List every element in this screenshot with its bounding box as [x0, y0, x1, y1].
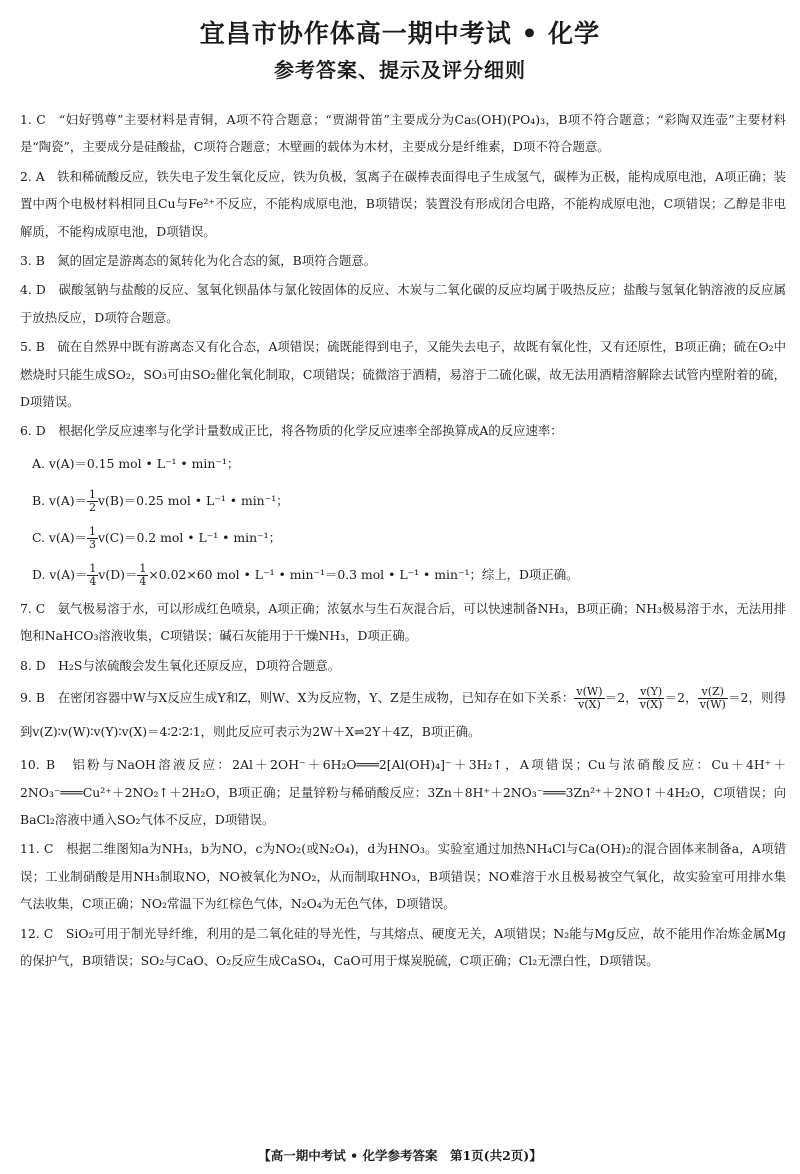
fraction-denominator: 3	[88, 537, 96, 551]
answer-7: 7. C 氨气极易溶于水，可以形成红色喷泉，A项正确；浓氨水与生石灰混合后，可以快速制备NH₃，B项正确；NH₃极易溶于水，无法用排饱和NaHCO₃溶液收集，C项错误；碱石灰能用于干燥NH₃，D项正确。	[20, 600, 786, 644]
answer-6-a-text: A. v(A)＝0.15 mol • L⁻¹ • min⁻¹；	[32, 455, 240, 471]
fraction-denominator: v(X)	[578, 698, 601, 712]
fraction-vy-vx	[638, 686, 665, 711]
fraction-denominator: 4	[139, 574, 147, 588]
fraction-half	[87, 489, 98, 514]
answer-9	[20, 681, 786, 749]
fraction-numerator: 1	[89, 561, 97, 575]
answer-6-option-a	[20, 445, 786, 482]
answer-6-c-post: v(C)＝0.2 mol • L⁻¹ • min⁻¹；	[97, 529, 281, 545]
fraction-numerator: v(Z)	[698, 686, 728, 699]
answer-6-c-pre: C. v(A)＝	[32, 529, 87, 545]
answer-9-eq1: ＝2，	[604, 690, 638, 706]
fraction-numerator: 1	[89, 487, 96, 501]
answer-4: 4. D 碳酸氢钠与盐酸的反应、氢氧化钡晶体与氯化铵固体的反应、木炭与二氧化碳的反应均属于吸热反应；盐酸与氢氧化钠溶液的反应属于放热反应，D项符合题意。	[20, 282, 786, 325]
answer-6-option-d	[20, 556, 786, 593]
fraction-vw-vx	[574, 686, 604, 711]
answer-9-pre: 9. B 在密闭容器中W与X反应生成Y和Z，则W、X为反应物，Y、Z是生成物，已知存在如下关系：	[20, 690, 575, 706]
answer-6-d-pre: D. v(A)＝	[32, 566, 88, 582]
fraction-denominator: v(W)	[699, 698, 726, 712]
fraction-vz-vw	[698, 686, 728, 711]
answer-6-d-post: ×0.02×60 mol • L⁻¹ • min⁻¹＝0.3 mol • L⁻¹ • min⁻¹；综上，D项正确。	[148, 566, 579, 582]
answer-6-option-b	[20, 482, 786, 519]
fraction-third	[87, 526, 98, 551]
page-subtitle: 参考答案、提示及评分细则	[274, 58, 526, 82]
answer-9-post: ＝2，则得到v(Z)∶v(W)∶v(Y)∶v(X)＝4∶2∶2∶1，则此反应可表示为2W＋X⇌2Y＋4Z，B项正确。	[20, 690, 786, 740]
answer-2: 2. A 铁和稀硫酸反应，铁失电子发生氧化反应，铁为负极，氢离子在碳棒表面得电子生成氢气，碳棒为正极，能构成原电池，A项正确；装置中两个电极材料相同且Cu与Fe²⁺不反应，不能构成原电池，B项错误；装置没有形成闭合电路，不能构成原电池，C项错误；乙醇是非电解质，不能构成原电池，D项错误。	[20, 168, 786, 239]
answer-6	[20, 417, 786, 592]
fraction-denominator: 4	[89, 574, 97, 588]
page-title: 宜昌市协作体高一期中考试 • 化学	[199, 19, 601, 48]
fraction-numerator: v(W)	[576, 685, 603, 699]
answer-5: 5. B 硫在自然界中既有游离态又有化合态，A项错误；硫既能得到电子，又能失去电子，故既有氧化性，又有还原性，B项正确；硫在O₂中燃烧时只能生成SO₂，SO₃可由SO₂催化氧化制取，C项错误；硫微溶于酒精，易溶于二硫化碳，故无法用酒精溶解除去试管内壁附着的硫，D项错误。	[20, 339, 786, 410]
fraction-denominator: v(X)	[639, 698, 663, 712]
answer-6-b-pre: B. v(A)＝	[32, 492, 87, 508]
fraction-numerator: v(Y)	[638, 686, 665, 699]
answer-1: 1. C “妇好鸮尊”主要材料是青铜，A项不符合题意；“贾湖骨笛”主要成分为Ca₅(OH)(PO₄)₃，B项不符合题意；“彩陶双连壶”主要材料是“陶瓷”，主要成分是硅酸盐，C项符合题意；木壁画的载体为木材，主要成分是纤维素，D项不符合题意。	[20, 112, 786, 155]
answer-6-option-c	[20, 519, 786, 556]
answer-6-b-post: v(B)＝0.25 mol • L⁻¹ • min⁻¹；	[98, 492, 289, 508]
answer-9-eq2: ＝2，	[664, 690, 698, 706]
answer-3: 3. B 氮的固定是游离态的氮转化为化合态的氮，B项符合题意。	[20, 253, 377, 269]
answer-11: 11. C 根据二维图知a为NH₃，b为NO，c为NO₂(或N₂O₄)，d为HNO₃。实验室通过加热NH₄Cl与Ca(OH)₂的混合固体来制备a，A项错误；工业制硝酸是用NH₃制取NO，NO被氧化为NO₂，从而制取HNO₃，B项错误；NO难溶于水且极易被空气氧化，故实验室可用排水集气法收集，C项正确；NO₂常温下为红棕色气体，N₂O₄为无色气体，D项错误。	[20, 841, 786, 912]
answer-6-d-mid: v(D)＝	[98, 566, 138, 582]
answers-body	[20, 106, 786, 976]
answer-10: 10. B 铝粉与NaOH溶液反应：2Al＋2OH⁻＋6H₂O═══2[Al(OH)₄]⁻＋3H₂↑，A项错误；Cu与浓硝酸反应：Cu＋4H⁺＋2NO₃⁻═══Cu²⁺＋2NO₂↑＋2H₂O，B项正确；足量锌粉与稀硝酸反应：3Zn＋8H⁺＋2NO₃⁻═══3Zn²⁺＋2NO↑＋4H₂O，C项错误；向BaCl₂溶液中通入SO₂气体不反应，D项错误。	[20, 757, 786, 827]
fraction-quarter-2	[137, 563, 148, 588]
fraction-quarter	[87, 563, 98, 588]
fraction-numerator: 1	[88, 524, 96, 538]
fraction-numerator: 1	[139, 561, 147, 575]
fraction-denominator: 2	[89, 500, 96, 514]
answer-6-intro: 6. D 根据化学反应速率与化学计量数成正比，将各物质的化学反应速率全部换算成A的反应速率：	[20, 423, 563, 439]
answer-12: 12. C SiO₂可用于制光导纤维，利用的是二氧化硅的导光性，与其熔点、硬度无关，A项错误；N₂能与Mg反应，故不能用作冶炼金属Mg的保护气，B项错误；SO₂与CaO、O₂反应生成CaSO₄，CaO可用于煤炭脱硫，C项正确；Cl₂无漂白性，D项错误。	[20, 925, 786, 968]
page-footer: 【高一期中考试 • 化学参考答案 第1页(共2页)】	[258, 1148, 542, 1163]
answer-8: 8. D H₂S与浓硫酸会发生氧化还原反应，D项符合题意。	[20, 657, 341, 673]
